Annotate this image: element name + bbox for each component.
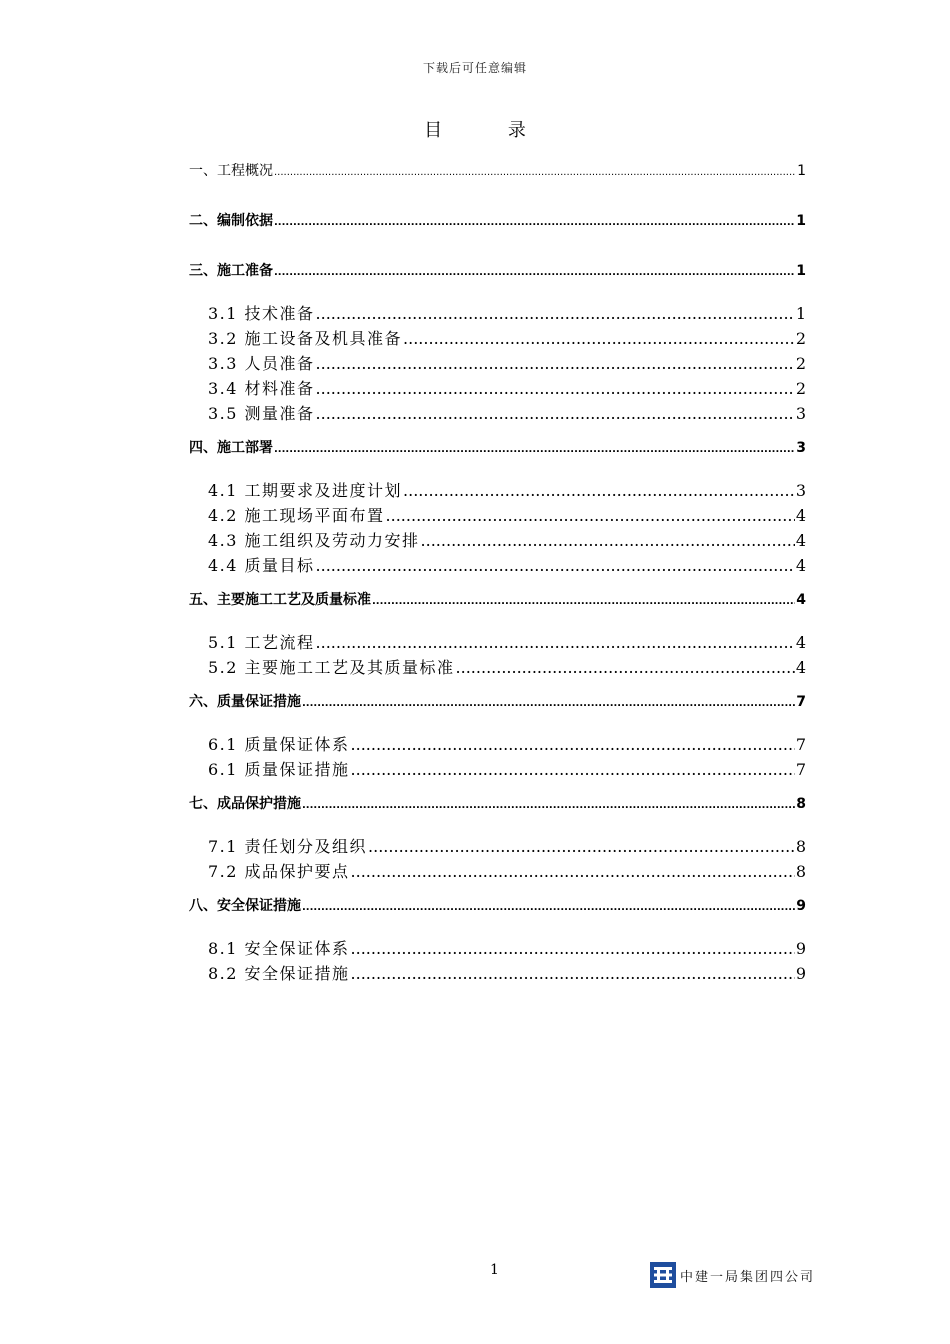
page-number: 1 <box>490 1262 499 1278</box>
toc-leader-dots <box>403 329 795 348</box>
toc-section-title: 3.3 人员准备 <box>208 354 315 373</box>
toc-leader-dots <box>316 404 795 423</box>
toc-page-number: 4 <box>795 556 806 575</box>
toc-page-number: 1 <box>795 304 806 323</box>
footer-brand <box>650 1262 815 1288</box>
toc-leader-dots <box>351 964 795 983</box>
toc-section-entry[interactable] <box>189 936 806 961</box>
toc-section-entry[interactable] <box>189 757 806 782</box>
toc-page-number: 4 <box>795 658 806 677</box>
toc-section-title: 3.5 测量准备 <box>208 404 315 423</box>
toc-leader-dots <box>274 444 795 455</box>
toc-leader-dots <box>274 217 795 228</box>
toc-leader-dots <box>274 167 796 178</box>
toc-chapter-title: 三、施工准备 <box>189 263 273 279</box>
toc-leader-dots <box>351 735 795 754</box>
company-name: 中建一局集团四公司 <box>680 1269 816 1285</box>
toc-section-entry[interactable] <box>189 301 806 326</box>
toc-subsection-group <box>189 732 806 782</box>
toc-subsection-group <box>189 834 806 884</box>
toc-section-title: 6.1 质量保证体系 <box>208 735 350 754</box>
toc-section-title: 4.1 工期要求及进度计划 <box>208 481 403 500</box>
toc-leader-dots <box>316 354 795 373</box>
toc-section-entry[interactable] <box>189 655 806 680</box>
toc-chapter-entry[interactable] <box>189 686 806 736</box>
toc-page-number: 7 <box>795 760 806 779</box>
toc-leader-dots <box>421 531 795 550</box>
toc-section-title: 6.1 质量保证措施 <box>208 760 350 779</box>
toc-chapter-entry[interactable] <box>189 432 806 482</box>
toc-leader-dots <box>456 658 795 677</box>
toc-section-title: 7.1 责任划分及组织 <box>208 837 368 856</box>
toc-leader-dots <box>386 506 795 525</box>
toc-leader-dots <box>351 862 795 881</box>
toc-section-title: 8.2 安全保证措施 <box>208 964 350 983</box>
header-note: 下载后可任意编辑 <box>422 61 527 75</box>
toc-chapter-entry[interactable] <box>189 205 806 255</box>
toc-leader-dots <box>351 939 795 958</box>
toc-page-number: 4 <box>796 592 806 608</box>
toc-subsection-group <box>189 936 806 986</box>
toc-leader-dots <box>368 837 795 856</box>
toc-section-title: 5.1 工艺流程 <box>208 633 315 652</box>
toc-page-number: 3 <box>796 440 806 456</box>
toc-chapter-title: 七、成品保护措施 <box>189 796 301 812</box>
toc-leader-dots <box>351 760 795 779</box>
toc-section-title: 4.2 施工现场平面布置 <box>208 506 385 525</box>
toc-page-number: 9 <box>796 898 806 914</box>
toc-section-title: 3.1 技术准备 <box>208 304 315 323</box>
toc-page-number: 2 <box>795 379 806 398</box>
toc-page-number: 3 <box>795 481 806 500</box>
toc-section-entry[interactable] <box>189 478 806 503</box>
toc-leader-dots <box>302 902 795 913</box>
toc-chapter-title: 四、施工部署 <box>189 440 273 456</box>
toc-page-number: 1 <box>796 213 806 229</box>
toc-page-number: 1 <box>797 163 806 179</box>
toc-section-title: 5.2 主要施工工艺及其质量标准 <box>208 658 455 677</box>
toc-leader-dots <box>372 596 795 607</box>
toc-page-number: 1 <box>796 263 806 279</box>
toc-page-number: 8 <box>796 796 806 812</box>
toc-section-title: 8.1 安全保证体系 <box>208 939 350 958</box>
toc-subsection-group <box>189 301 806 426</box>
toc-section-entry[interactable] <box>189 351 806 376</box>
toc-section-entry[interactable] <box>189 859 806 884</box>
toc-chapter-entry[interactable] <box>189 788 806 838</box>
toc-subsection-group <box>189 630 806 680</box>
toc-chapter-entry[interactable] <box>189 255 806 305</box>
toc-page-number: 7 <box>796 694 806 710</box>
toc-page-number: 8 <box>795 837 806 856</box>
toc-chapter-title: 二、编制依据 <box>189 213 273 229</box>
toc-leader-dots <box>403 481 795 500</box>
toc-leader-dots <box>274 267 795 278</box>
toc-section-entry[interactable] <box>189 503 806 528</box>
toc-page-number: 2 <box>795 354 806 373</box>
toc-leader-dots <box>302 800 795 811</box>
toc-chapter-entry[interactable] <box>189 155 806 205</box>
toc-chapter-entry[interactable] <box>189 584 806 634</box>
toc-page-number: 7 <box>795 735 806 754</box>
toc-section-title: 3.4 材料准备 <box>208 379 315 398</box>
toc-leader-dots <box>316 379 795 398</box>
toc-page-number: 4 <box>795 633 806 652</box>
toc-page-number: 2 <box>795 329 806 348</box>
toc-page-number: 9 <box>795 964 806 983</box>
toc-subsection-group <box>189 478 806 578</box>
toc-page-number: 3 <box>795 404 806 423</box>
toc-leader-dots <box>302 698 795 709</box>
toc-chapter-title: 八、安全保证措施 <box>189 898 301 914</box>
toc-chapter-entry[interactable] <box>189 890 806 940</box>
toc-section-entry[interactable] <box>189 834 806 859</box>
toc-leader-dots <box>316 633 795 652</box>
toc-section-entry[interactable] <box>189 553 806 578</box>
toc-section-entry[interactable] <box>189 376 806 401</box>
toc-page-number: 4 <box>795 506 806 525</box>
toc-page-number: 4 <box>795 531 806 550</box>
toc-page-number: 8 <box>795 862 806 881</box>
table-of-contents <box>189 155 806 992</box>
toc-section-entry[interactable] <box>189 732 806 757</box>
toc-section-entry[interactable] <box>189 961 806 986</box>
toc-section-title: 7.2 成品保护要点 <box>208 862 350 881</box>
toc-section-entry[interactable] <box>189 326 806 351</box>
toc-section-entry[interactable] <box>189 528 806 553</box>
toc-section-title: 3.2 施工设备及机具准备 <box>208 329 403 348</box>
toc-chapter-title: 五、主要施工工艺及质量标准 <box>189 592 371 608</box>
cscec-logo-icon <box>650 1262 676 1288</box>
toc-leader-dots <box>316 304 795 323</box>
toc-chapter-title: 六、质量保证措施 <box>189 694 301 710</box>
toc-section-title: 4.3 施工组织及劳动力安排 <box>208 531 420 550</box>
toc-title: 目 录 <box>424 120 556 141</box>
toc-section-title: 4.4 质量目标 <box>208 556 315 575</box>
toc-chapter-title: 一、工程概况 <box>189 163 273 179</box>
toc-page-number: 9 <box>795 939 806 958</box>
toc-leader-dots <box>316 556 795 575</box>
toc-section-entry[interactable] <box>189 630 806 655</box>
toc-section-entry[interactable] <box>189 401 806 426</box>
